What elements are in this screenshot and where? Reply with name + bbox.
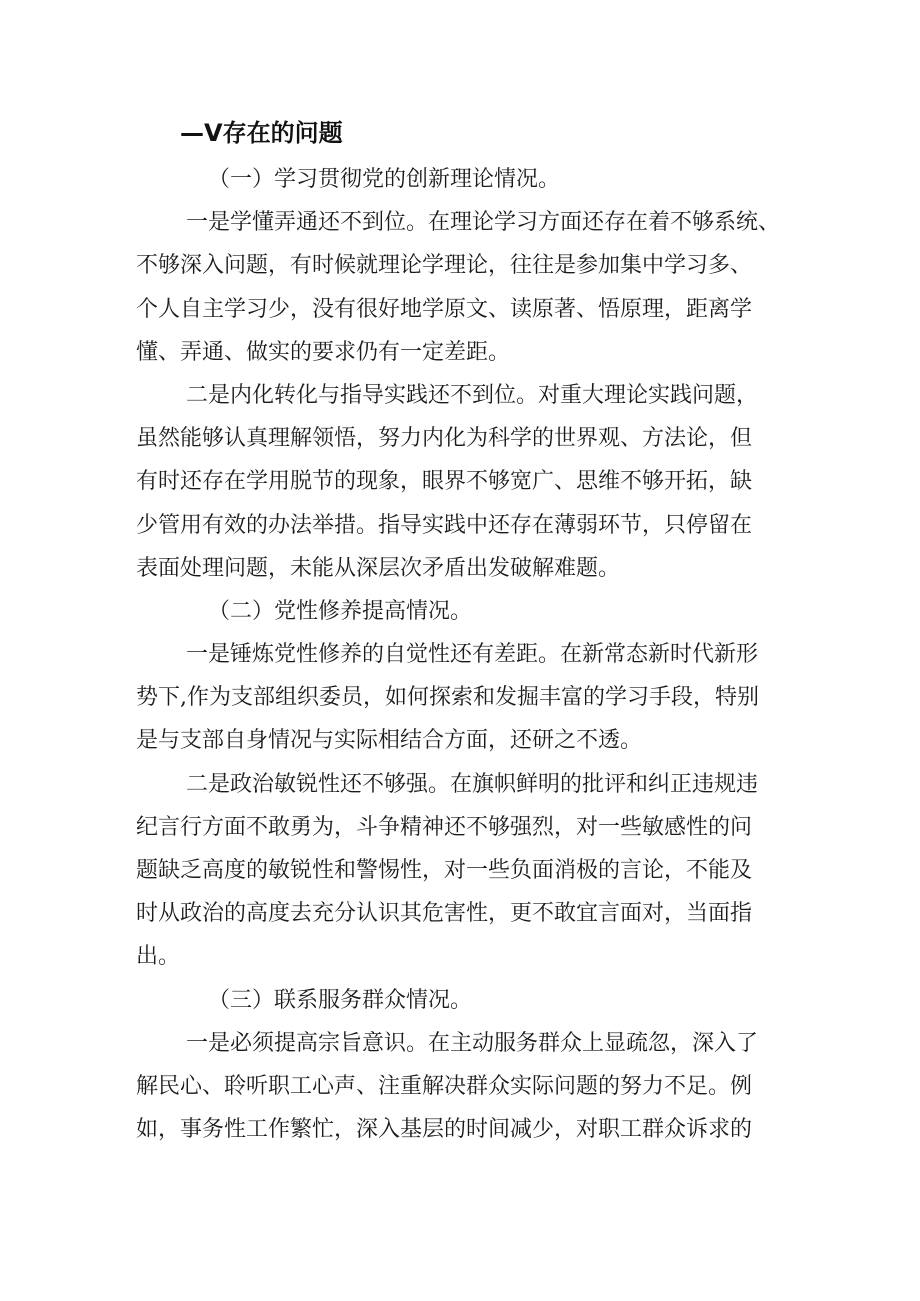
text-line: 如，事务性工作繁忙，深入基层的时间减少，对职工群众诉求的 [136,1117,753,1143]
text-line: （三）联系服务群众情况。 [208,987,473,1013]
text-line: 懂、弄通、做实的要求仍有一定差距。 [136,339,511,365]
text-line: 解民心、聆听职工心声、注重解决群众实际问题的努力不足。例 [136,1073,753,1099]
text-line: 一是学懂弄通还不到位。在理论学习方面还存在着不够系统、 [186,210,781,236]
text-line: 题缺乏高度的敏锐性和警惕性，对一些负面消极的言论，不能及 [136,858,753,883]
text-line: 一是必须提高宗旨意识。在主动服务群众上显疏忽，深入了 [186,1030,759,1056]
text-line: 二是政治敏锐性还不够强。在旗帜鲜明的批评和纠正违规违 [186,771,759,797]
text-line: 时从政治的高度去充分认识其危害性，更不敢宜言面对，当面指 [136,901,753,927]
text-line: 是与支部自身情况与实际相结合方面，还研之不透。 [136,728,643,754]
text-line: 个人自主学习少，没有很好地学原文、读原著、悟原理，距离学 [136,296,753,322]
body-text [136,158,796,1151]
text-line: 出。 [136,944,181,970]
text-line: （一）学习贯彻党的创新理论情况。 [208,167,561,192]
text-line: 少管用有效的办法举措。指导实践中还存在薄弱环节，只停留在 [136,512,753,538]
text-line: 二是内化转化与指导实践还不到位。对重大理论实践问题， [186,382,759,408]
text-line: 表面处理问题，未能从深层次矛盾出发破解难题。 [136,555,621,581]
text-line: 虽然能够认真理解领悟，努力内化为科学的世界观、方法论，但 [136,426,753,452]
text-line: 不够深入问题，有时候就理论学理论，往往是参加集中学习多、 [136,253,753,279]
text-line: 有时还存在学用脱节的现象，眼界不够宽广、思维不够开拓，缺 [136,469,753,495]
section-heading: —V存在的问题 [180,119,343,147]
text-line: 纪言行方面不敢勇为，斗争精神还不够强烈，对一些敏感性的问 [136,814,753,840]
text-line: 一是锤炼党性修养的自觉性还有差距。在新常态新时代新形 [186,642,759,668]
text-line: （二）党性修养提高情况。 [208,598,473,624]
text-line: 势下,作为支部组织委员，如何探索和发掘丰富的学习手段，特别 [136,685,759,711]
